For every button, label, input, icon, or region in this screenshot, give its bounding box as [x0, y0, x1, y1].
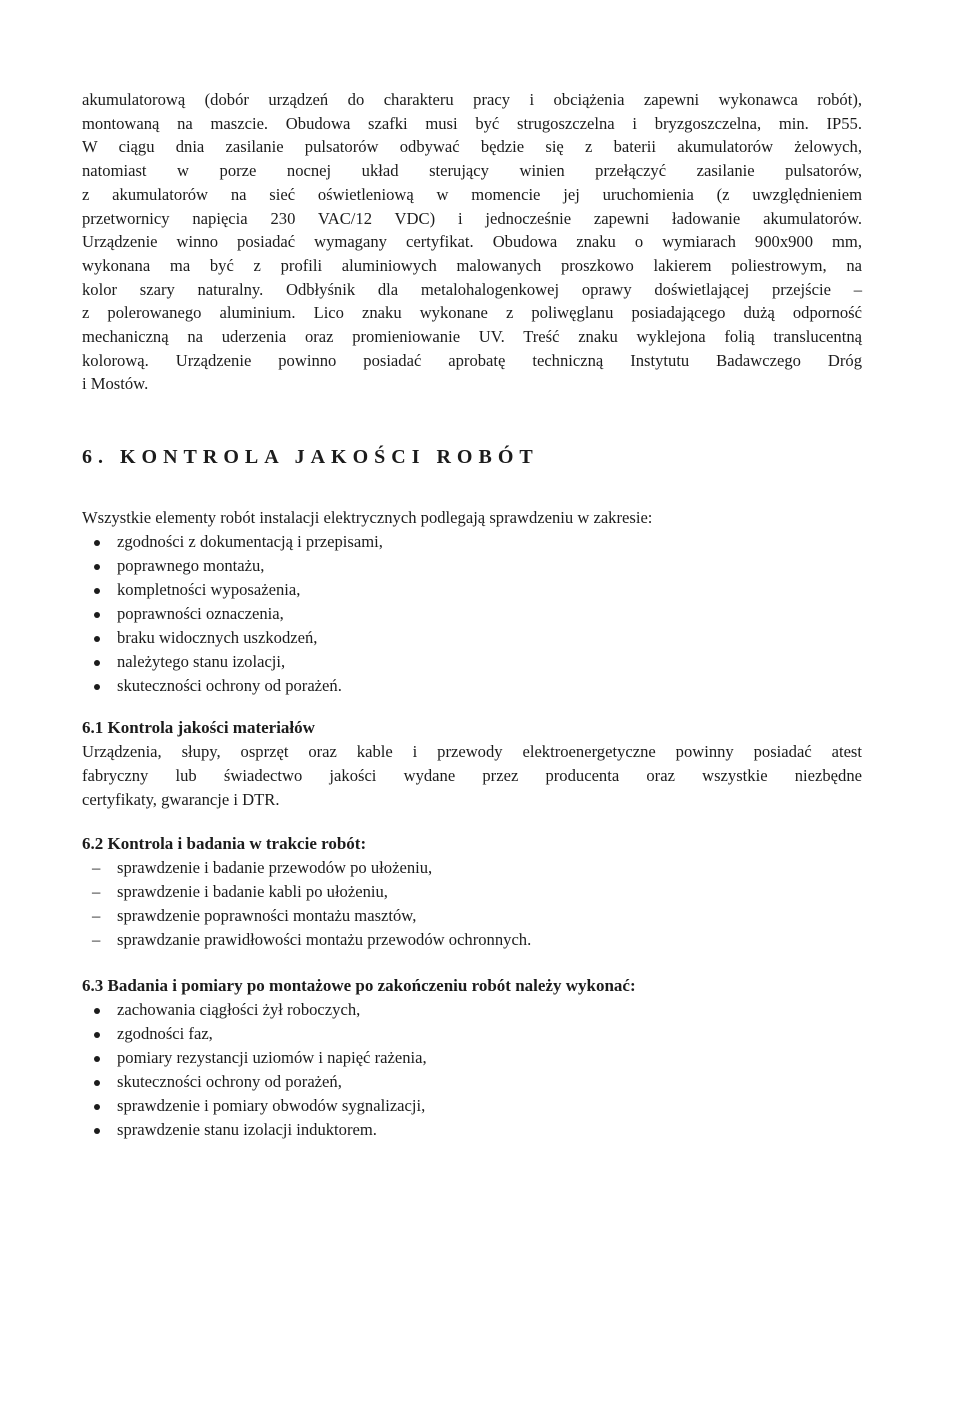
- chapter-title: 6. KONTROLA JAKOŚCI ROBÓT: [82, 446, 539, 469]
- intro-paragraph: [82, 88, 862, 396]
- section62-heading: 6.2 Kontrola i badania w trakcie robót:: [82, 834, 367, 854]
- list-item: – sprawdzenie poprawności montażu masztów,: [92, 904, 862, 928]
- section6-intro: Wszystkie elementy robót instalacji elektrycznych podlegają sprawdzeniu w zakresie:: [82, 508, 653, 528]
- list-item: – sprawdzanie prawidłowości montażu przewodów ochronnych.: [92, 928, 862, 952]
- paragraph-line: fabryczny lub świadectwo jakości wydane przez producenta oraz wszystkie niezbędne: [82, 766, 862, 786]
- section61-heading: 6.1 Kontrola jakości materiałów: [82, 718, 315, 738]
- list-item: skuteczności ochrony od porażeń,: [92, 1070, 862, 1094]
- paragraph-line: montowaną na maszcie. Obudowa szafki musi być strugoszczelna i bryzgoszczelna, min. IP55.: [82, 113, 862, 133]
- paragraph-line: wykonana ma być z profili aluminiowych malowanych proszkowo lakierem poliestrowym, na: [82, 255, 862, 275]
- paragraph-line: certyfikaty, gwarancje i DTR.: [82, 790, 280, 810]
- document-page: [82, 88, 862, 1142]
- section6-checklist: [82, 530, 862, 698]
- list-item: poprawności oznaczenia,: [92, 602, 862, 626]
- list-item: braku widocznych uszkodzeń,: [92, 626, 862, 650]
- paragraph-line: akumulatorową (dobór urządzeń do charakteru pracy i obciążenia zapewni wykonawca robót),: [82, 90, 862, 109]
- list-item: zachowania ciągłości żył roboczych,: [92, 998, 862, 1022]
- paragraph-line: kolorową. Urządzenie powinno posiadać aprobatę techniczną Instytutu Badawczego Dróg: [82, 350, 862, 370]
- paragraph-line: z polerowanego aluminium. Lico znaku wykonane z poliwęglanu posiadającego dużą odporność: [82, 303, 862, 323]
- list-item: – sprawdzenie i badanie kabli po ułożeniu,: [92, 880, 862, 904]
- paragraph-line: z akumulatorów na sieć oświetleniową w momencie jej uruchomienia (z uwzględnieniem: [82, 184, 862, 204]
- paragraph-line: i Mostów.: [82, 374, 149, 394]
- list-item: skuteczności ochrony od porażeń.: [92, 674, 862, 698]
- list-item: zgodności faz,: [92, 1022, 862, 1046]
- list-item: pomiary rezystancji uziomów i napięć rażenia,: [92, 1046, 862, 1070]
- paragraph-line: W ciągu dnia zasilanie pulsatorów odbywać będzie się z baterii akumulatorów żelowych,: [82, 137, 862, 157]
- paragraph-line: Urządzenie winno posiadać wymagany certyfikat. Obudowa znaku o wymiarach 900x900 mm,: [82, 232, 862, 252]
- list-item: sprawdzenie i pomiary obwodów sygnalizacji,: [92, 1094, 862, 1118]
- list-item: poprawnego montażu,: [92, 554, 862, 578]
- list-item: sprawdzenie stanu izolacji induktorem.: [92, 1118, 862, 1142]
- section63-list: [82, 998, 862, 1142]
- paragraph-line: przetwornicy napięcia 230 VAC/12 VDC) i jednocześnie zapewni ładowanie akumulatorów.: [82, 208, 862, 228]
- list-item: – sprawdzenie i badanie przewodów po ułożeniu,: [92, 856, 862, 880]
- paragraph-line: kolor szary naturalny. Odbłyśnik dla metalohalogenkowej oprawy doświetlającej przejście –: [82, 279, 862, 299]
- list-item: zgodności z dokumentacją i przepisami,: [92, 530, 862, 554]
- list-item: należytego stanu izolacji,: [92, 650, 862, 674]
- section62-list: [82, 856, 862, 952]
- paragraph-line: natomiast w porze nocnej układ sterujący winien przełączyć zasilanie pulsatorów,: [82, 161, 862, 181]
- paragraph-line: mechaniczną na uderzenia oraz promieniowanie UV. Treść znaku wyklejona folią translucentną: [82, 327, 862, 347]
- section61-paragraph: [82, 740, 862, 812]
- section63-heading: 6.3 Badania i pomiary po montażowe po zakończeniu robót należy wykonać:: [82, 976, 636, 996]
- list-item: kompletności wyposażenia,: [92, 578, 862, 602]
- paragraph-line: Urządzenia, słupy, osprzęt oraz kable i przewody elektroenergetyczne powinny posiadać atest: [82, 742, 862, 762]
